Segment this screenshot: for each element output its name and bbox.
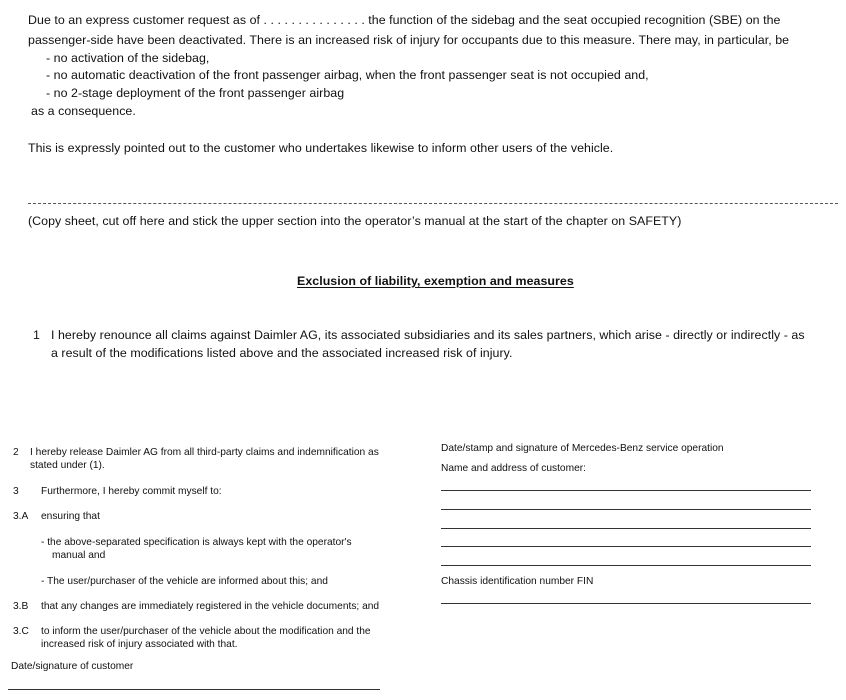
customer-signature-label: Date/signature of customer: [11, 661, 134, 672]
customer-name-label: Name and address of customer:: [441, 463, 586, 474]
notice-line-1: Due to an express customer request as of . . . . . . . . . . . . . . . the function of the sidebag and the seat occupied recognition (SBE) on the: [28, 13, 781, 27]
clause-3a-sub-2: - The user/purchaser of the vehicle are informed about this; and: [41, 576, 328, 587]
notice-consequence: as a consequence.: [31, 104, 136, 118]
clause-3b-number: 3.B: [13, 601, 29, 612]
clause-3c-line-1: to inform the user/purchaser of the vehicle about the modification and the: [41, 626, 371, 637]
cut-instruction: (Copy sheet, cut off here and stick the upper section into the operator’s manual at the start of the chapter on SAFETY): [28, 214, 682, 228]
notice-bullet-airbag-deactivation: - no automatic deactivation of the front passenger airbag, when the front passenger seat is not occupied and,: [46, 68, 649, 82]
clause-3c-number: 3.C: [13, 626, 29, 637]
clause-3c-line-2: increased risk of injury associated with that.: [41, 639, 238, 650]
customer-name-line-5: [441, 565, 811, 566]
clause-2-line-2: stated under (1).: [30, 460, 105, 471]
notice-line-2: passenger-side have been deactivated. There is an increased risk of injury for occupants due to this measure. There may, in particular, be: [28, 33, 790, 47]
clause-3a-number: 3.A: [13, 511, 29, 522]
clause-3b-text: that any changes are immediately registered in the vehicle documents; and: [41, 601, 380, 612]
customer-name-line-3: [441, 528, 811, 529]
notice-bullet-2-stage: - no 2-stage deployment of the front passenger airbag: [46, 86, 345, 100]
cut-line: [28, 203, 838, 204]
service-signature-label: Date/stamp and signature of Mercedes-Benz service operation: [441, 443, 724, 454]
clause-3a-text: ensuring that: [41, 511, 100, 522]
clause-2-line-1: I hereby release Daimler AG from all third-party claims and indemnification as: [30, 447, 379, 458]
clause-3-number: 3: [13, 486, 19, 497]
clause-3a-sub-1-line-1: - the above-separated specification is always kept with the operator's: [41, 537, 352, 548]
clause-3a-sub-1-line-2: manual and: [52, 550, 106, 561]
notice-pointed-out: This is expressly pointed out to the customer who undertakes likewise to inform other users of the vehicle.: [28, 141, 614, 155]
section-heading: Exclusion of liability, exemption and measures: [297, 274, 574, 288]
customer-signature-line: [8, 689, 380, 690]
fin-label: Chassis identification number FIN: [441, 576, 594, 587]
clause-1-number: 1: [33, 328, 40, 342]
clause-3-text: Furthermore, I hereby commit myself to:: [41, 486, 222, 497]
customer-name-line-1: [441, 490, 811, 491]
notice-bullet-sidebag: - no activation of the sidebag,: [46, 51, 210, 65]
clause-1-line-2: a result of the modifications listed above and the associated increased risk of injury.: [51, 346, 513, 360]
clause-1-line-1: I hereby renounce all claims against Daimler AG, its associated subsidiaries and its sales partners, which arise - directly or indirectly - as: [51, 328, 805, 342]
fin-line: [441, 603, 811, 604]
customer-name-line-4: [441, 546, 811, 547]
clause-2-number: 2: [13, 447, 19, 458]
customer-name-line-2: [441, 509, 811, 510]
